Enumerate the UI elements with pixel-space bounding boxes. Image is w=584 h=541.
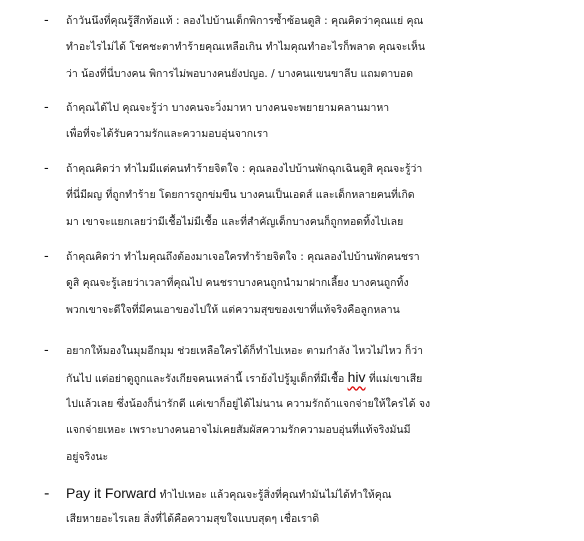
- text-line: ว่า น้องที่นี่บางคน พิการไม่พอบางคนยังปญอ. / บางคนแขนขาลีบ แถมตาบอด: [66, 67, 414, 80]
- text-line: พวกเขาจะดีใจที่มีคนเอาของไปให้ แต่ความสุขของเขาที่แท้จริงคือลูกหลาน: [66, 303, 400, 316]
- text-line: ถ้าคุณคิดว่า ทำไมมีแต่คนทำร้ายจิตใจ : คุณลองไปบ้านพักฉุกเฉินดูสิ คุณจะรู้ว่า: [66, 163, 423, 175]
- text-segment: ที่แม่เขาเสีย: [365, 373, 423, 386]
- text-line: ดูสิ คุณจะรู้เลยว่าเวลาที่คุณไป คนชราบางคนถูกนำมาฝากเลี้ยง บางคนถูกทิ้ง: [66, 277, 409, 290]
- bullet-text: [66, 338, 564, 470]
- text-segment: กันไป แต่อย่าดูถูกและรังเกียจคนเหล่านี้ เราย้งไปรู้มูเด็กที่มีเชื้อ: [66, 373, 348, 386]
- bullet-text: [66, 480, 564, 533]
- text-line: ไปแล้วเลย ซึ่งน้องก็น่ารักดี แค่เขาก็อยู่ได้ไม่นาน ความรักถ้าแจกจ่ายให้ใครได้ จง: [66, 397, 431, 410]
- bullet-text: [66, 8, 564, 87]
- bullet-dash: -: [44, 249, 49, 264]
- bullet-text: [66, 95, 564, 148]
- text-line: อยากให้มองในมุมอีกมุม ช่วยเหลือใครได้ก็ทำไปเหอะ ตามกำลัง ไหวไม่ไหว ก็ว่า: [66, 345, 424, 357]
- text-line: แจกจ่ายเหอะ เพราะบางคนอาจไม่เคยสัมผัสความรักความอบอุ่นที่แท้จริงมันมี: [66, 424, 411, 437]
- bullet-dash: -: [44, 161, 49, 176]
- text-line: เสียหายอะไรเลย สิ่งที่ได้คือความสุขใจแบบสุดๆ เชื่อเราดิ: [66, 513, 320, 526]
- text-line: เพื่อที่จะได้รับความรักและความอบอุ่นจากเรา: [66, 128, 269, 141]
- text-line: ถ้าวันนึงที่คุณรู้สึกท้อแท้ : ลองไปบ้านเด็กพิการซ้ำซ้อนดูสิ : คุณคิดว่าคุณแย่ คุณ: [66, 15, 424, 27]
- text-segment: ทำไปเหอะ แล้วคุณจะรู้สิ่งที่คุณทำมันไม่ได้ทำให้คุณ: [156, 489, 392, 501]
- text-line: [66, 480, 564, 506]
- bullet-dash: -: [44, 13, 49, 28]
- text-line: [66, 364, 564, 390]
- text-line: ถ้าคุณคิดว่า ทำไมคุณถึงต้องมาเจอใครทำร้ายจิตใจ : คุณลองไปบ้านพักคนชรา: [66, 251, 420, 263]
- bullet-text: [66, 244, 564, 323]
- text-line: อยู่จริงนะ: [66, 450, 109, 463]
- bullet-dash: -: [44, 343, 49, 358]
- bullet-dash: -: [44, 484, 50, 502]
- bullet-dash: -: [44, 100, 49, 115]
- spellcheck-flagged-word[interactable]: hiv: [347, 369, 366, 386]
- text-line: ทำอะไรไม่ได้ โชคชะตาทำร้ายคุณเหลือเกิน ทำไมคุณทำอะไรก็พลาด คุณจะเห็น: [66, 41, 426, 54]
- text-line: ที่นี่มีผญ ที่ถูกทำร้าย โดยการถูกข่มขืน บางคนเป็นเอดส์ และเด็กหลายคนที่เกิด: [66, 189, 415, 202]
- text-line: มา เขาจะแยกเลยว่ามีเชื้อไม่มีเชื้อ และที่สำคัญเด็กบางคนก็ถูกทอดทิ้งไปเลย: [66, 215, 404, 228]
- text-line: ถ้าคุณได้ไป คุณจะรู้ว่า บางคนจะวิ่งมาหา บางคนจะพยายามคลานมาหา: [66, 102, 390, 114]
- bullet-text: [66, 156, 564, 235]
- english-phrase: Pay it Forward: [66, 485, 157, 501]
